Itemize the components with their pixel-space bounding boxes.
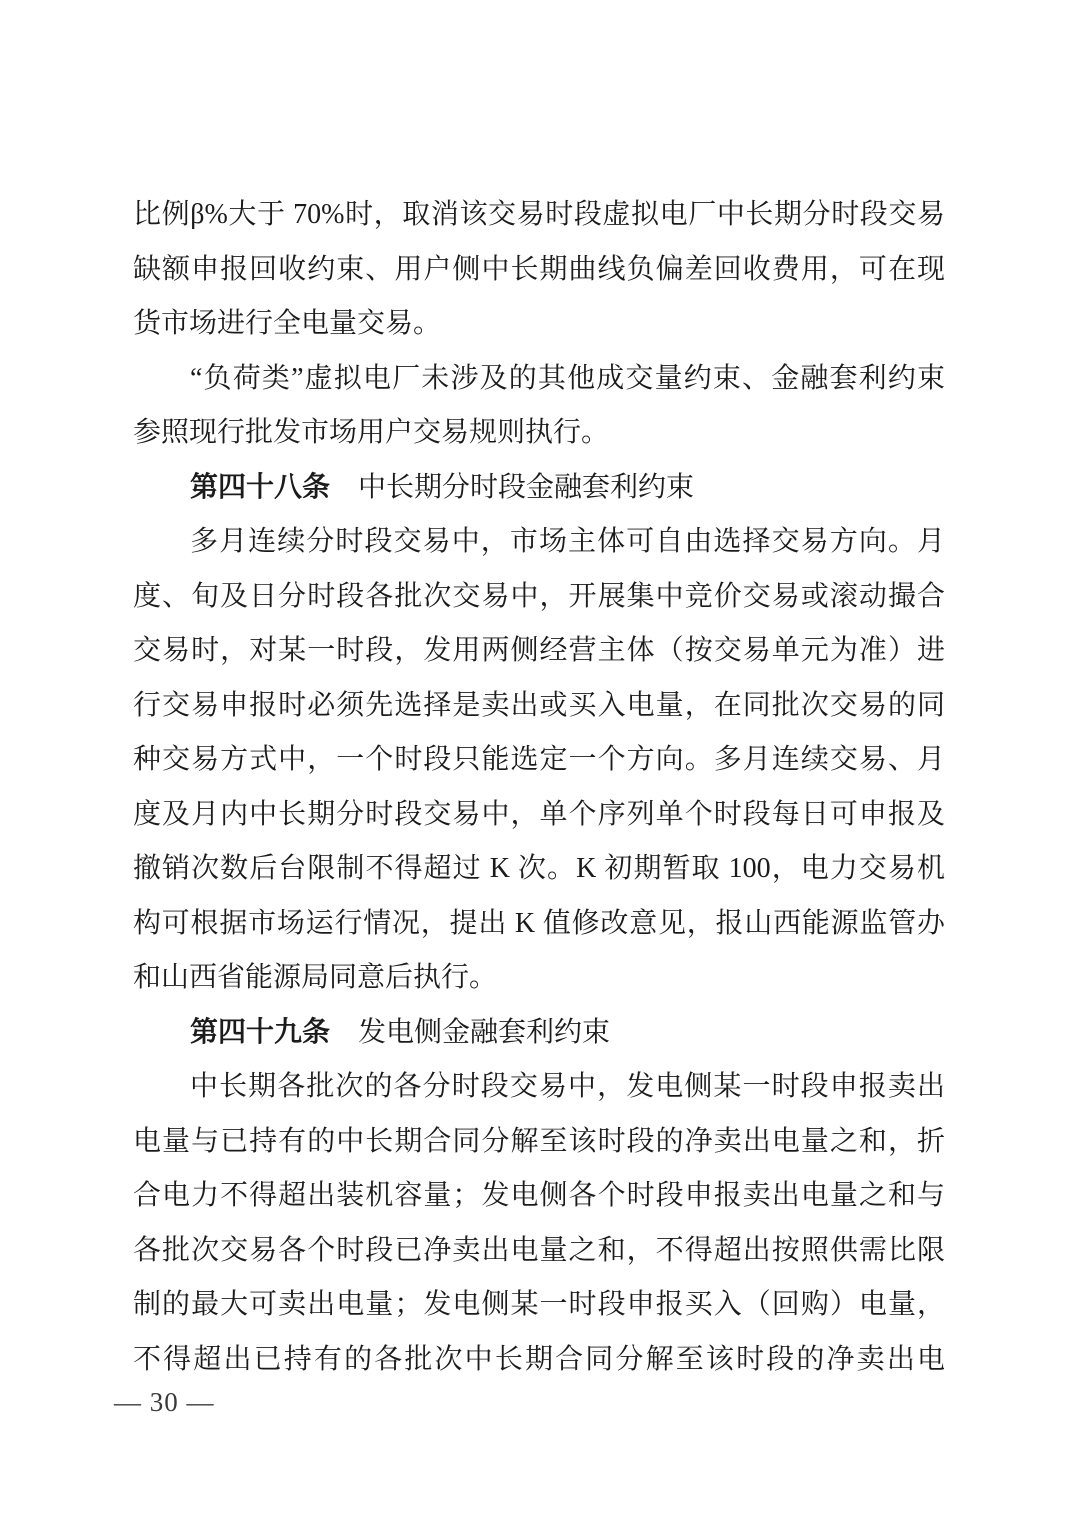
document-line (133, 297, 945, 352)
article-number: 第四十九条 (190, 1016, 331, 1048)
text-run: 发电侧金融套利约束 (330, 1016, 611, 1048)
text-run: “负荷类”虚拟电厂未涉及的其他成交量约束、金融套利约束 (190, 362, 945, 394)
document-line (133, 352, 945, 407)
document-line (133, 1169, 945, 1224)
document-line (133, 897, 945, 952)
document-line (133, 1333, 945, 1388)
text-run: 参照现行批发市场用户交易规则执行。 (133, 417, 610, 448)
document-line (133, 951, 945, 1006)
text-run: 缺额申报回收约束、用户侧中长期曲线负偏差回收费用，可在现 (133, 253, 945, 285)
text-run: 构可根据市场运行情况，提出 K 值修改意见，报山西能源监管办 (133, 907, 945, 939)
document-line (133, 1278, 945, 1333)
document-line (133, 406, 945, 461)
text-run: 交易时，对某一时段，发用两侧经营主体（按交易单元为准）进 (133, 635, 945, 666)
article-number: 第四十八条 (190, 471, 331, 503)
document-line (133, 570, 945, 625)
document-line (133, 733, 945, 788)
document-line (133, 788, 945, 843)
page-number: — 30 — (114, 1387, 215, 1417)
text-run: 各批次交易各个时段已净卖出电量之和，不得超出按照供需比限 (133, 1234, 945, 1266)
text-run: 撤销次数后台限制不得超过 K 次。K 初期暂取 100，电力交易机 (133, 853, 945, 884)
text-run: 多月连续分时段交易中，市场主体可自由选择交易方向。月 (190, 526, 945, 557)
text-block (133, 188, 945, 1387)
text-run: 度、旬及日分时段各批次交易中，开展集中竞价交易或滚动撮合 (133, 580, 945, 612)
text-run: 和山西省能源局同意后执行。 (133, 962, 498, 993)
article-heading-line (133, 1006, 945, 1061)
text-run: 不得超出已持有的各批次中长期合同分解至该时段的净卖出电 (133, 1343, 945, 1375)
document-line (133, 842, 945, 897)
document-line (133, 243, 945, 298)
text-run: 合电力不得超出装机容量；发电侧各个时段申报卖出电量之和与 (133, 1180, 945, 1211)
document-line (133, 1115, 945, 1170)
text-run: 比例β%大于 70%时，取消该交易时段虚拟电厂中长期分时段交易 (133, 199, 945, 230)
text-run: 度及月内中长期分时段交易中，单个序列单个时段每日可申报及 (133, 798, 945, 830)
text-run: 中长期各批次的各分时段交易中，发电侧某一时段申报卖出 (190, 1071, 945, 1102)
document-line (133, 624, 945, 679)
document-line (133, 1060, 945, 1115)
article-heading-line (133, 461, 945, 516)
document-line (133, 515, 945, 570)
text-run: 种交易方式中，一个时段只能选定一个方向。多月连续交易、月 (133, 744, 945, 775)
document-line (133, 188, 945, 243)
text-run: 行交易申报时必须先选择是卖出或买入电量，在同批次交易的同 (133, 689, 945, 721)
text-run: 货市场进行全电量交易。 (133, 308, 442, 339)
document-line (133, 1224, 945, 1279)
text-run: 制的最大可卖出电量；发电侧某一时段申报买入（回购）电量， (133, 1289, 945, 1320)
text-run: 电量与已持有的中长期合同分解至该时段的净卖出电量之和，折 (133, 1125, 945, 1157)
document-line (133, 679, 945, 734)
text-run: 中长期分时段金融套利约束 (330, 471, 695, 503)
